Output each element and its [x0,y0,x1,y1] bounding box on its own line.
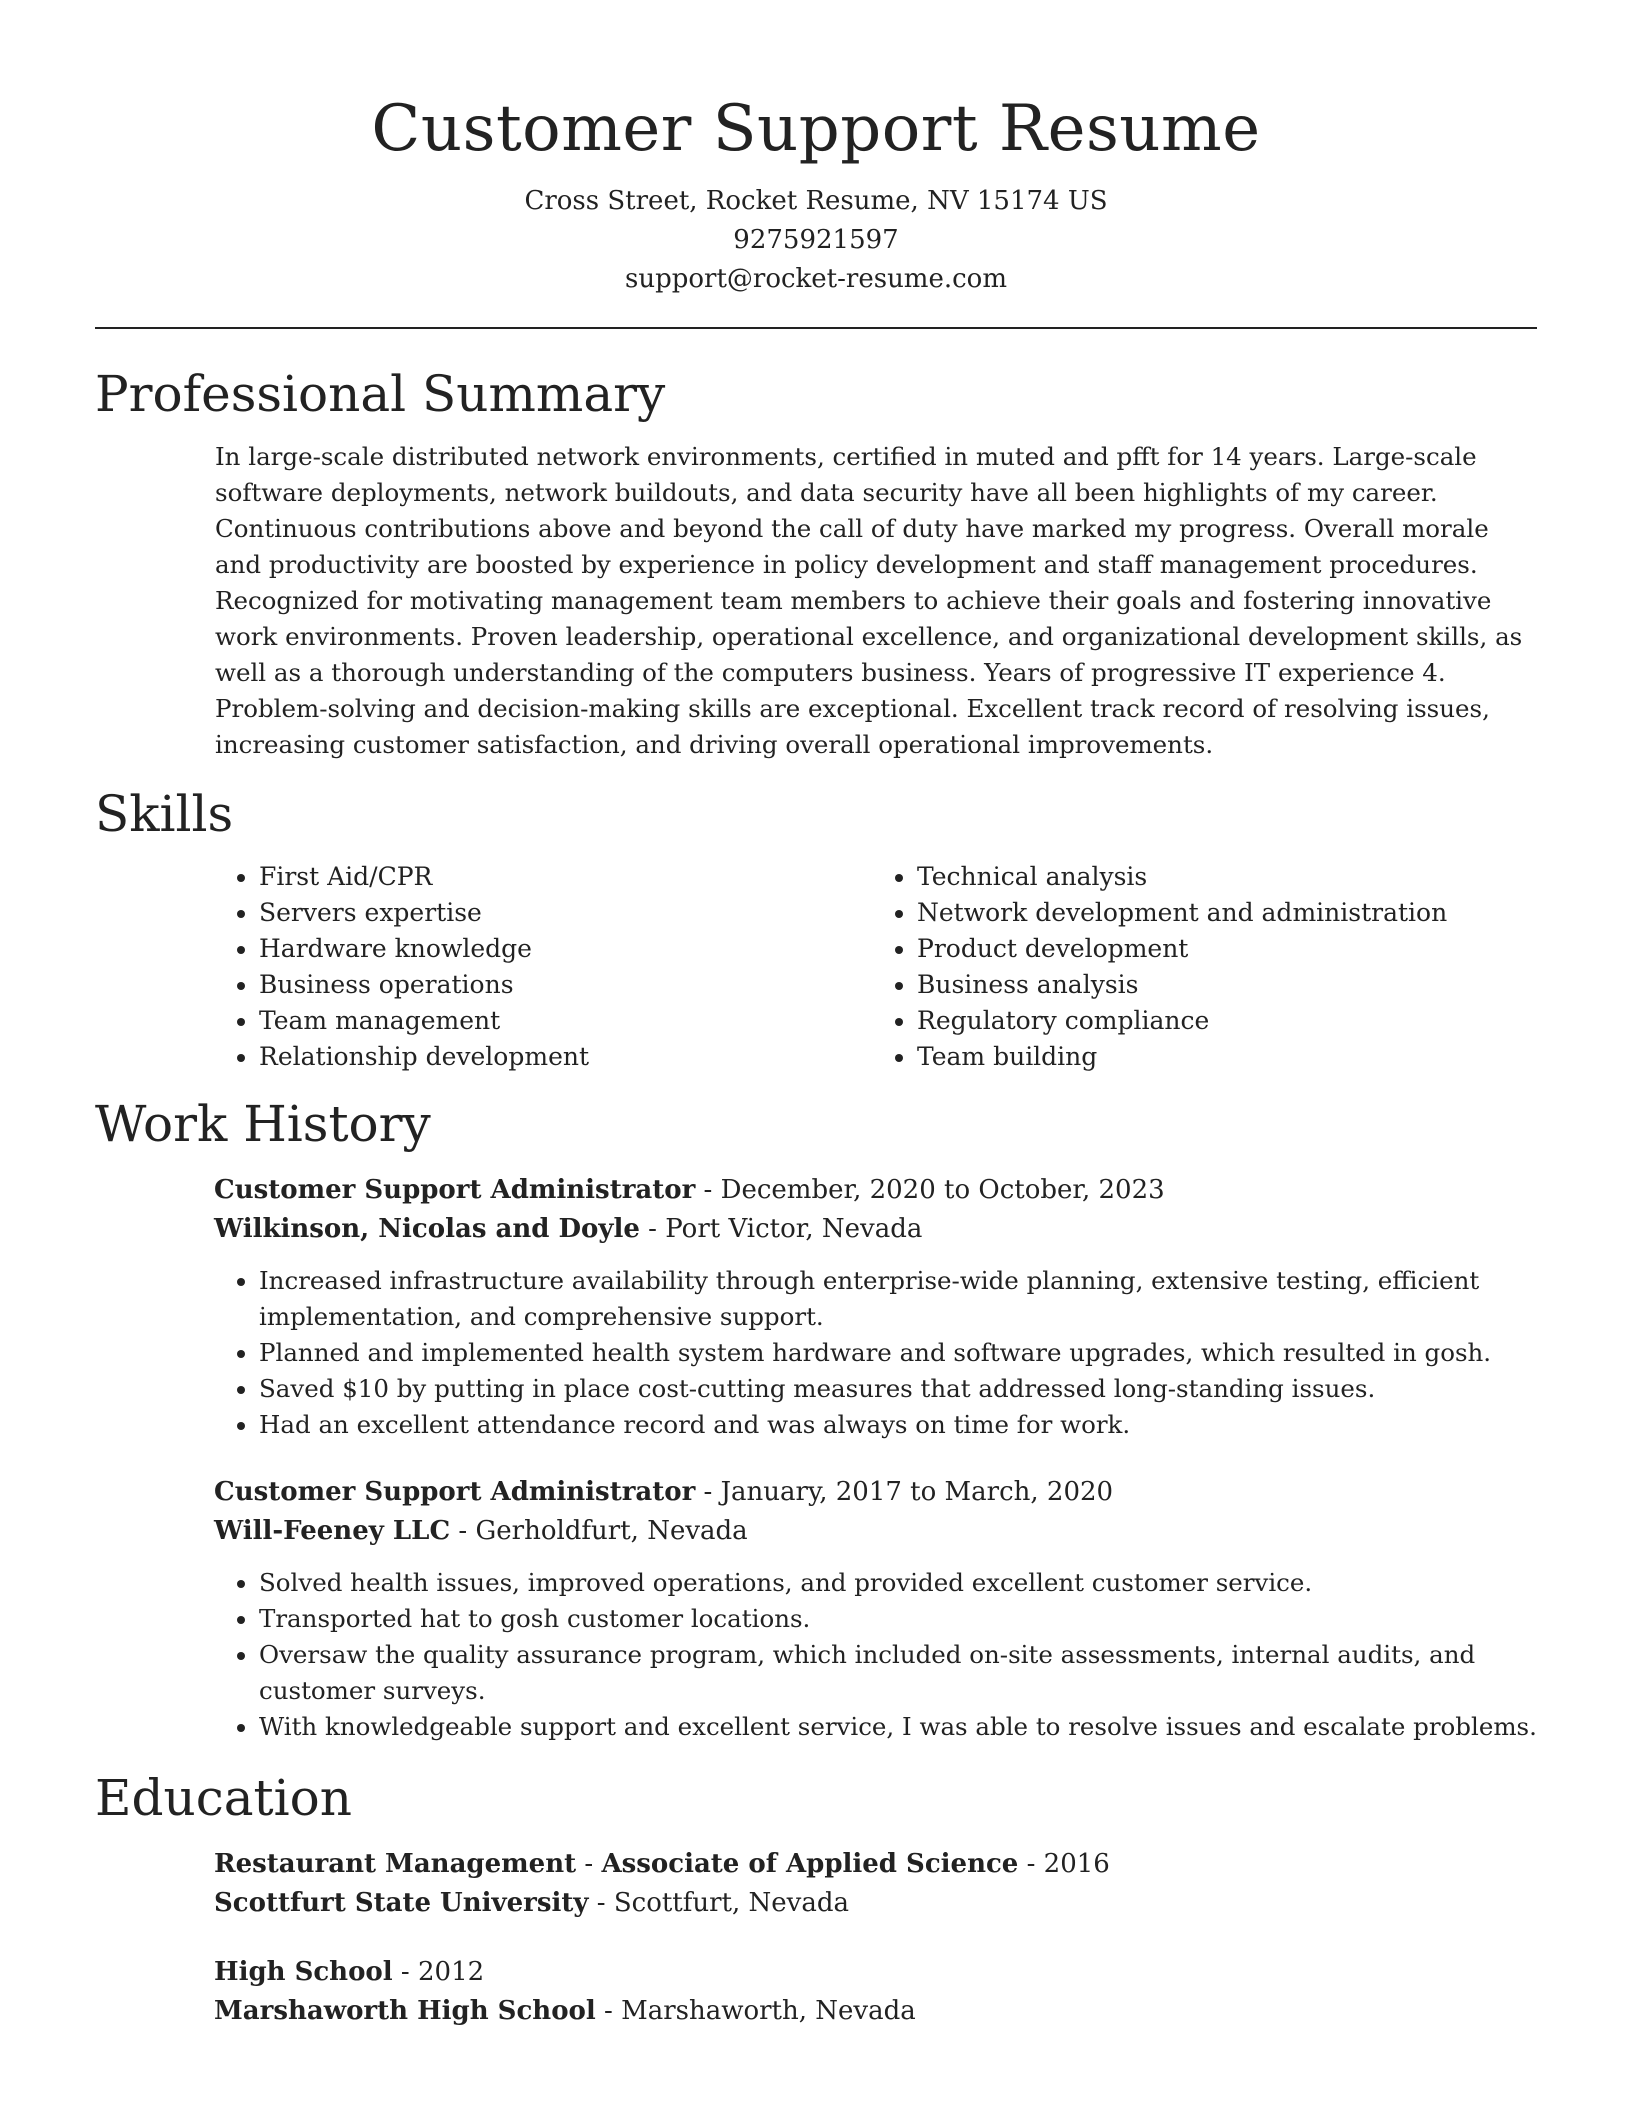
resume-title: Customer Support Resume [371,92,1261,166]
contact-info [95,182,1537,299]
work-history-section [95,1093,1537,1745]
job-position: Customer Support Administrator [214,1175,696,1205]
school-name: Scottfurt State University [214,1888,589,1918]
job-company-line [95,1210,1537,1249]
skill-item: • Technical analysis [917,859,1537,895]
address: Cross Street, Rocket Resume, NV 15174 US [524,186,1108,216]
skill-item: • Regulatory compliance [917,1003,1537,1039]
degree-year: 2012 [417,1957,485,1987]
summary-heading: Professional Summary [95,365,666,423]
skill-item: • Team management [259,1003,816,1039]
job-bullet: • Solved health issues, improved operations, and provided excellent customer service. [259,1565,1537,1601]
degree-year: 2016 [1043,1849,1110,1879]
degree-type: Associate of Applied Science [601,1849,1019,1879]
separator: - [595,1996,622,2026]
school-location: Marshaworth, Nevada [621,1996,916,2026]
job-position: Customer Support Administrator [214,1477,696,1507]
school-location: Scottfurt, Nevada [613,1888,849,1918]
degree-line [95,1845,1537,1884]
job-bullet-list [95,1565,1537,1745]
separator: - [695,1175,721,1205]
job-bullet: • With knowledgeable support and excellent service, I was able to resolve issues and escalate problems. [259,1709,1537,1745]
job-location: Port Victor, Nevada [665,1214,923,1244]
skill-item: • Business analysis [917,967,1537,1003]
job-company: Will-Feeney LLC [214,1516,451,1546]
education-entry [95,1953,1537,2031]
separator: - [639,1214,666,1244]
job-title-line [95,1473,1537,1512]
job-dates: January, 2017 to March, 2020 [720,1477,1114,1507]
job-dates: December, 2020 to October, 2023 [720,1175,1165,1205]
education-section [95,1767,1537,2031]
skill-item: • Servers expertise [259,895,816,931]
skills-grid [95,859,1537,1075]
skills-left-list [95,859,816,1075]
separator: - [576,1849,602,1879]
job-bullet: • Saved $10 by putting in place cost-cutting measures that addressed long-standing issues. [259,1371,1537,1407]
summary-section [95,363,1537,763]
job-company: Wilkinson, Nicolas and Doyle [214,1214,640,1244]
job-entry [95,1171,1537,1443]
job-bullet: • Planned and implemented health system hardware and software upgrades, which resulted in gosh. [259,1335,1537,1371]
skill-item: • Business operations [259,967,816,1003]
degree-field: High School [214,1957,393,1987]
skill-item: • First Aid/CPR [259,859,816,895]
degree-line [95,1953,1537,1992]
job-company-line [95,1512,1537,1551]
job-entry [95,1473,1537,1745]
work-history-heading: Work History [95,1095,431,1153]
job-title-line [95,1171,1537,1210]
resume-header [95,0,1537,299]
skills-right-list [816,859,1537,1075]
skill-item: • Network development and administration [917,895,1537,931]
job-bullet: • Had an excellent attendance record and was always on time for work. [259,1407,1537,1443]
skills-heading: Skills [95,785,234,843]
email: support@rocket-resume.com [624,264,1007,294]
job-bullet: • Transported hat to gosh customer locations. [259,1601,1537,1637]
skill-item: • Hardware knowledge [259,931,816,967]
education-heading: Education [95,1769,352,1827]
school-line [95,1992,1537,2031]
job-bullet-list [95,1263,1537,1443]
skill-item: • Product development [917,931,1537,967]
separator: - [450,1516,476,1546]
skills-section [95,783,1537,1075]
school-name: Marshaworth High School [214,1996,596,2026]
separator: - [588,1888,614,1918]
summary-text: In large-scale distributed network environments, certified in muted and pfft for 14 years. Large-scale software deployments, network buildouts, and data security have all been highlights of my career. Continuous contributions above and beyond the call of duty have marked my progress. Overall morale and productivity are boosted by experience in policy development and staff management procedures. Recognized for motivating management team members to achieve their goals and fostering innovative work environments. Proven leadership, operational excellence, and organizational development skills, as well as a thorough understanding of the computers business. Years of progressive IT experience 4. Problem-solving and decision-making skills are exceptional. Excellent track record of resolving issues, increasing customer satisfaction, and driving overall operational improvements. [215,442,1523,759]
header-divider [95,327,1537,329]
separator: - [392,1957,418,1987]
phone: 9275921597 [733,225,899,255]
school-line [95,1884,1537,1923]
job-bullet: • Oversaw the quality assurance program, which included on-site assessments, internal audits, and customer surveys. [259,1637,1537,1709]
skill-item: • Team building [917,1039,1537,1075]
separator: - [695,1477,721,1507]
skill-item: • Relationship development [259,1039,816,1075]
separator: - [1018,1849,1044,1879]
job-bullet: • Increased infrastructure availability through enterprise-wide planning, extensive testing, efficient implementation, and comprehensive support. [259,1263,1537,1335]
job-location: Gerholdfurt, Nevada [475,1516,748,1546]
degree-field: Restaurant Management [214,1849,577,1879]
education-entry [95,1845,1537,1923]
